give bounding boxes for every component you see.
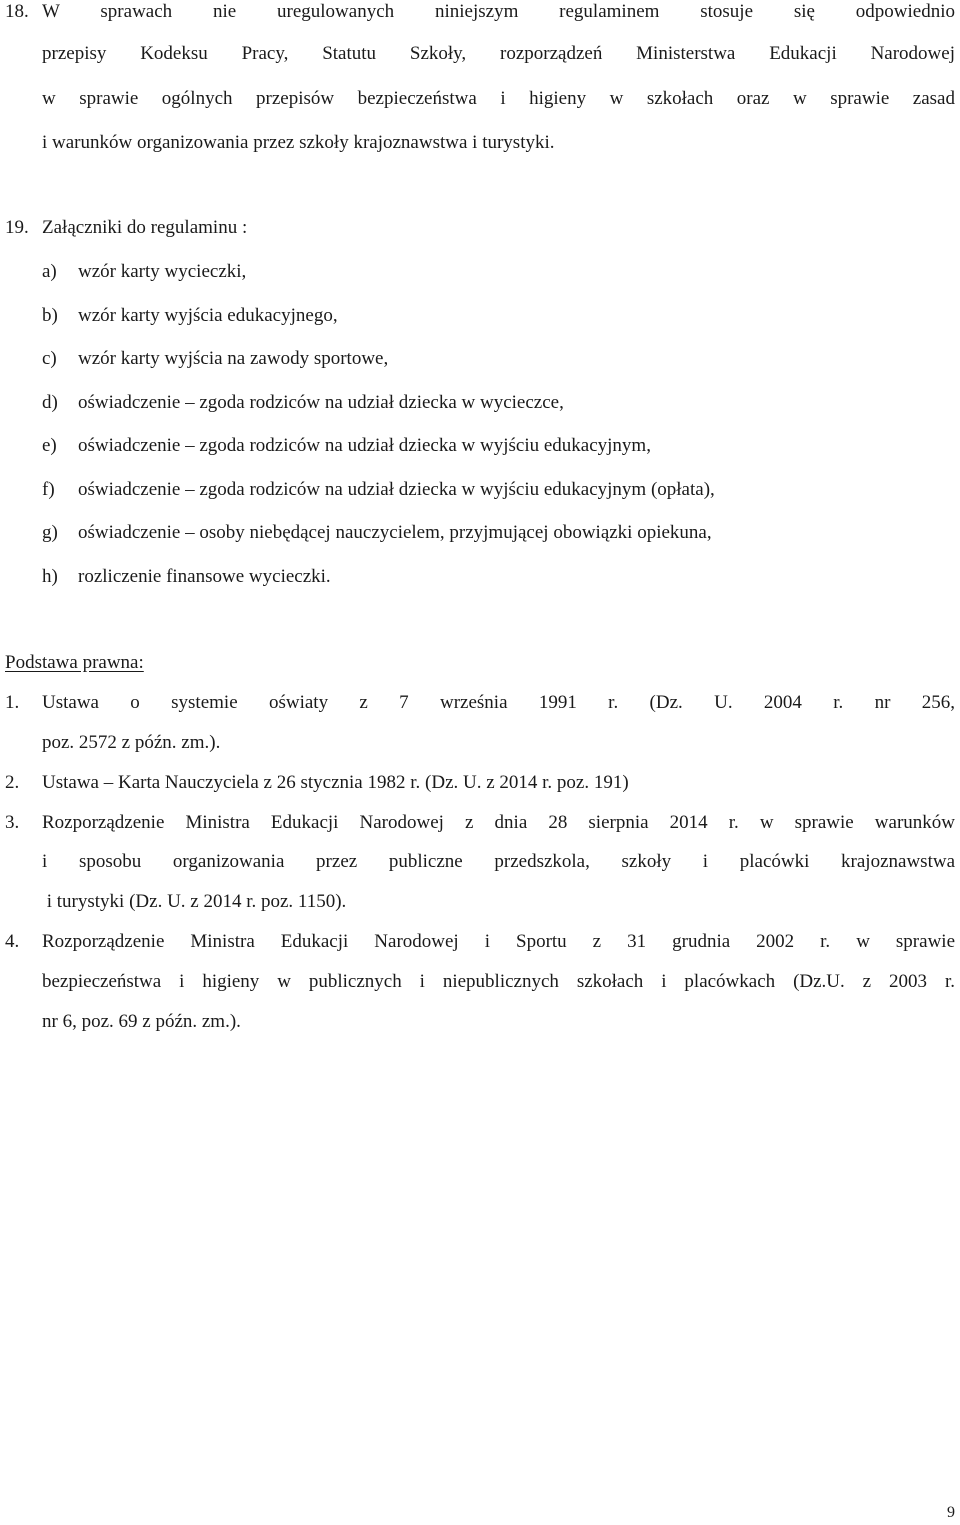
item-text: oświadczenie – zgoda rodziców na udział dziecka w wyjściu edukacyjnym (opłata), [78,479,715,500]
item-letter: d) [42,392,58,413]
legal-item-text: poz. 2572 z późn. zm.). [42,732,221,753]
paragraph-line: w sprawie ogólnych przepisów bezpieczeństwa i higieny w szkołach oraz w sprawie zasad [42,88,955,109]
legal-item-text: Rozporządzenie Ministra Edukacji Narodowej z dnia 28 sierpnia 2014 r. w sprawie warunków [42,812,955,833]
section-number: 19. [5,217,29,238]
legal-item-text: i sposobu organizowania przez publiczne przedszkola, szkoły i placówki krajoznawstwa [42,851,955,872]
item-letter: b) [42,305,58,326]
item-letter: c) [42,348,57,369]
item-text: oświadczenie – zgoda rodziców na udział dziecka w wycieczce, [78,392,564,413]
item-letter: g) [42,522,58,543]
legal-item-text: Rozporządzenie Ministra Edukacji Narodowej i Sportu z 31 grudnia 2002 r. w sprawie [42,931,955,952]
item-text: wzór karty wyjścia na zawody sportowe, [78,348,389,369]
item-text: oświadczenie – zgoda rodziców na udział dziecka w wyjściu edukacyjnym, [78,435,651,456]
legal-item-text: Ustawa o systemie oświaty z 7 września 1991 r. (Dz. U. 2004 r. nr 256, [42,692,955,713]
item-letter: f) [42,479,55,500]
section-title: Załączniki do regulaminu : [42,217,248,238]
legal-item-text: nr 6, poz. 69 z późn. zm.). [42,1011,241,1032]
paragraph-line: przepisy Kodeksu Pracy, Statutu Szkoły, rozporządzeń Ministerstwa Edukacji Narodowej [42,43,955,64]
item-letter: a) [42,261,57,282]
legal-item-text: bezpieczeństwa i higieny w publicznych i niepublicznych szkołach i placówkach (Dz.U. z 2003 r. [42,971,955,992]
legal-basis-heading: Podstawa prawna: [5,652,144,673]
legal-item-number: 2. [5,772,20,793]
item-text: wzór karty wyjścia edukacyjnego, [78,305,338,326]
legal-item-number: 4. [5,931,20,952]
item-text: rozliczenie finansowe wycieczki. [78,566,331,587]
item-text: wzór karty wycieczki, [78,261,247,282]
legal-item-text: i turystyki (Dz. U. z 2014 r. poz. 1150). [42,891,347,912]
item-letter: e) [42,435,57,456]
legal-item-text: Ustawa – Karta Nauczyciela z 26 stycznia 1982 r. (Dz. U. z 2014 r. poz. 191) [42,772,629,793]
page-number: 9 [947,1504,955,1521]
section-number: 18. [5,1,29,22]
item-text: oświadczenie – osoby niebędącej nauczycielem, przyjmującej obowiązki opiekuna, [78,522,712,543]
paragraph-line: W sprawach nie uregulowanych niniejszym regulaminem stosuje się odpowiednio [42,1,955,22]
paragraph-line: i warunków organizowania przez szkoły krajoznawstwa i turystyki. [42,132,555,153]
legal-item-number: 3. [5,812,20,833]
legal-item-number: 1. [5,692,20,713]
item-letter: h) [42,566,58,587]
